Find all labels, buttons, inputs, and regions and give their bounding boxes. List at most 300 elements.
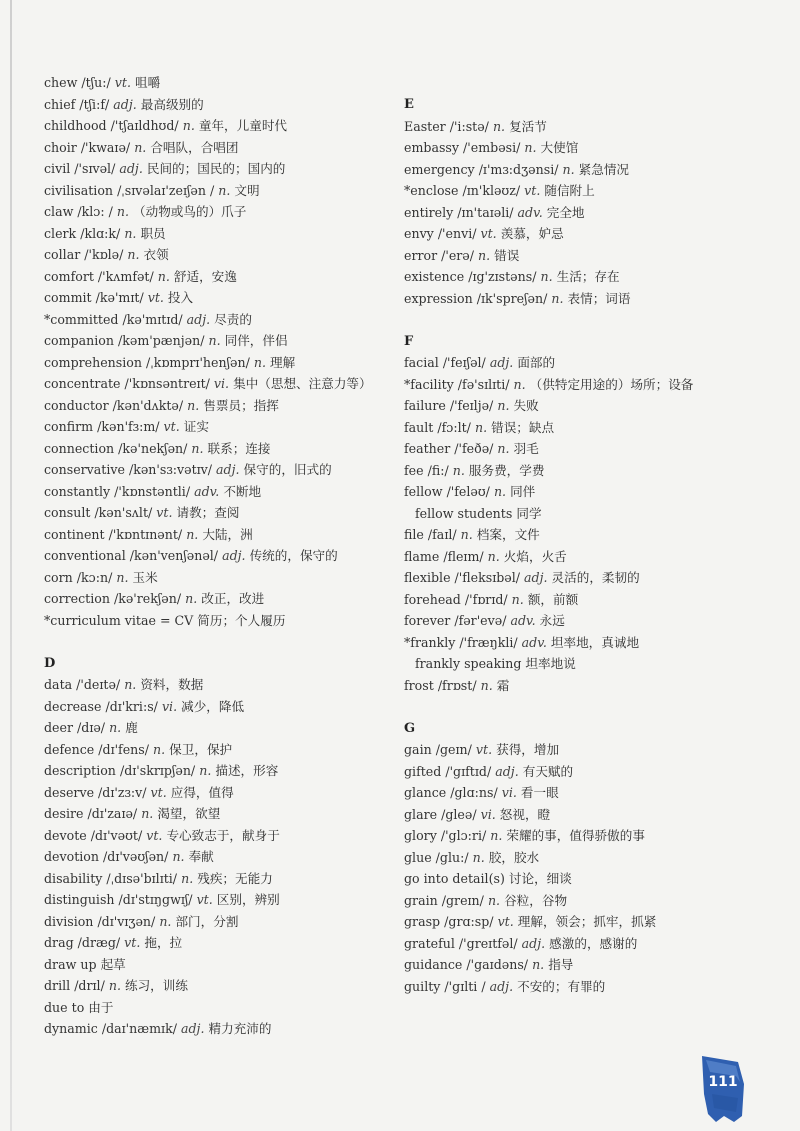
phonetic: /'feləʊ/	[446, 484, 490, 499]
phonetic: /ɪn'taɪəli/	[457, 204, 514, 220]
definition: 咀嚼	[134, 75, 161, 90]
part-of-speech: adj.	[119, 161, 143, 176]
definition: 集中（思想、注意力等）	[233, 376, 372, 391]
definition: 售票员；指挥	[203, 397, 279, 413]
phonetic: /dɪ'vɪʒən/	[97, 913, 156, 929]
section-gap	[404, 696, 754, 718]
phonetic: /fɔ:lt/	[437, 419, 471, 435]
headword: go into detail(s)	[404, 871, 505, 886]
dictionary-entry	[44, 545, 389, 567]
definition: 简历；个人履历	[197, 612, 286, 628]
definition: 大使馆	[540, 140, 579, 155]
part-of-speech: vt.	[124, 935, 141, 950]
dictionary-entry	[44, 201, 389, 223]
headword: glory	[404, 828, 437, 843]
headword: chew	[44, 75, 78, 90]
dictionary-entry	[404, 675, 754, 697]
phonetic: /'feðə/	[454, 441, 494, 456]
c-entry-list	[44, 72, 389, 631]
part-of-speech: n.	[480, 677, 493, 693]
dictionary-entry	[44, 911, 389, 933]
phonetic: /geɪn/	[435, 742, 472, 757]
part-of-speech: n.	[472, 849, 485, 865]
dictionary-entry	[404, 567, 754, 589]
headword: failure	[404, 398, 446, 413]
phonetic: /'kɒlə/	[84, 247, 124, 262]
definition: 随信附上	[544, 183, 595, 198]
dictionary-entry	[404, 933, 754, 955]
dictionary-entry	[404, 847, 754, 869]
dictionary-entry	[404, 481, 754, 503]
dictionary-entry	[404, 589, 754, 611]
headword: drill	[44, 978, 71, 993]
part-of-speech: vt.	[497, 914, 514, 929]
headword: choir	[44, 139, 77, 155]
phonetic: /'erə/	[441, 247, 474, 263]
dictionary-entry	[44, 94, 389, 116]
headword: deer	[44, 720, 73, 735]
definition: 不安的；有罪的	[517, 978, 606, 994]
dictionary-entry	[404, 739, 754, 761]
part-of-speech: adv.	[521, 634, 547, 650]
right-column	[404, 94, 754, 997]
headword: *curriculum vitae = CV	[44, 612, 194, 628]
headword: data	[44, 677, 73, 692]
phonetic: /kə'mɪtɪd/	[122, 311, 183, 327]
definition: 保守的，旧式的	[243, 462, 332, 477]
definition: 坦率地说	[525, 656, 576, 671]
part-of-speech: adv.	[194, 483, 220, 499]
headword: existence	[404, 269, 465, 284]
phonetic: /kən'venʃənəl/	[129, 548, 219, 563]
phonetic: /'greɪtfəl/	[458, 935, 518, 951]
definition: 最高级别的	[140, 96, 204, 112]
dictionary-entry	[44, 717, 389, 739]
part-of-speech: n.	[540, 269, 553, 284]
phonetic: /ɪk'spreʃən/	[476, 290, 548, 306]
definition: 荣耀的事，值得骄傲的事	[506, 828, 645, 843]
dictionary-entry	[404, 503, 754, 525]
dictionary-entry	[404, 223, 754, 245]
headword: error	[404, 247, 438, 263]
part-of-speech: adj.	[489, 978, 514, 994]
definition: 理解	[269, 354, 296, 370]
phonetic: /'fɒrɪd/	[464, 591, 508, 607]
part-of-speech: adj.	[180, 1021, 205, 1036]
dictionary-entry	[44, 137, 389, 159]
dictionary-entry	[404, 911, 754, 933]
headword: gain	[404, 742, 432, 757]
definition: 灵活的，柔韧的	[551, 570, 640, 585]
dictionary-entry	[404, 374, 754, 396]
phonetic: /ˌkɒmprɪ'henʃən/	[146, 354, 250, 370]
part-of-speech: adj.	[495, 763, 519, 779]
definition: 表情；词语	[567, 290, 631, 306]
phonetic: /'fræŋkli/	[459, 634, 518, 650]
phonetic: /ˌdɪsə'bɪlɪti/	[106, 870, 178, 886]
definition: 同伴	[510, 484, 536, 499]
dictionary-entry	[44, 567, 389, 589]
definition: 区别，辨别	[216, 892, 280, 907]
headword: fee	[404, 462, 424, 478]
part-of-speech: n.	[497, 398, 510, 413]
part-of-speech: vi.	[501, 785, 517, 800]
part-of-speech: adj.	[113, 96, 137, 112]
dictionary-entry	[404, 632, 754, 654]
phonetic: /ˌsɪvəlaɪ'zeɪʃən /	[117, 182, 215, 198]
definition: 复活节	[509, 118, 547, 134]
headword: conservative	[44, 462, 125, 477]
dictionary-entry	[404, 352, 754, 374]
phonetic: /'kɒntɪnənt/	[108, 526, 183, 542]
dictionary-entry	[44, 803, 389, 825]
dictionary-entry	[44, 696, 389, 718]
dictionary-entry	[404, 417, 754, 439]
headword: correction	[44, 591, 110, 606]
definition: 服务费，学费	[468, 462, 545, 478]
section-heading-e: E	[404, 97, 414, 112]
definition: 衣领	[143, 247, 169, 262]
part-of-speech: vt.	[114, 75, 131, 90]
headword: consult	[44, 505, 91, 520]
headword: flexible	[404, 570, 451, 585]
definition: 残疾；无能力	[197, 870, 273, 886]
dictionary-entry	[44, 223, 389, 245]
dictionary-entry	[44, 975, 389, 997]
section-gap	[44, 631, 389, 653]
definition: 资料，数据	[140, 677, 204, 692]
dictionary-entry	[44, 868, 389, 890]
definition: 大陆，洲	[202, 526, 253, 542]
headword: due to	[44, 999, 85, 1015]
part-of-speech: adj.	[186, 311, 211, 327]
definition: 拖，拉	[144, 935, 183, 950]
dictionary-entry	[44, 889, 389, 911]
headword: dynamic	[44, 1021, 98, 1036]
headword: *committed	[44, 311, 119, 327]
definition: 同伴，伴侣	[224, 333, 288, 348]
dictionary-entry	[404, 976, 754, 998]
dictionary-entry	[404, 868, 754, 890]
part-of-speech: n.	[493, 484, 507, 499]
definition: 练习，训练	[124, 978, 188, 993]
dictionary-entry	[44, 524, 389, 546]
part-of-speech: n.	[159, 913, 172, 929]
definition: 部门，分割	[175, 913, 239, 929]
headword: conventional	[44, 548, 126, 563]
phonetic: /frɒst/	[437, 677, 477, 693]
phonetic: /klɑ:k/	[80, 225, 121, 241]
phonetic: /faɪl/	[427, 527, 457, 542]
headword: Easter	[404, 118, 446, 134]
dictionary-entry	[44, 932, 389, 954]
definition: 坦率地，真诚地	[550, 634, 640, 650]
phonetic: /'fleksɪbəl/	[454, 570, 521, 585]
definition: 应得，值得	[170, 784, 234, 800]
headword: confirm	[44, 419, 94, 434]
headword: feather	[404, 441, 451, 456]
dictionary-entry	[404, 245, 754, 267]
dictionary-entry	[404, 524, 754, 546]
phonetic: /dɪ'zɜ:v/	[98, 784, 147, 800]
headword: drag	[44, 935, 74, 950]
definition: 民间的；国民的；国内的	[146, 161, 286, 176]
headword: connection	[44, 440, 115, 456]
f-entry-list	[404, 352, 754, 696]
headword: guilty	[404, 978, 441, 994]
part-of-speech: n.	[134, 139, 147, 155]
dictionary-entry	[44, 352, 389, 374]
headword: concentrate	[44, 376, 121, 391]
definition: 紧急情况	[578, 161, 630, 177]
phonetic: /klɔ: /	[77, 204, 113, 219]
part-of-speech: n.	[497, 441, 510, 456]
headword: collar	[44, 247, 81, 262]
phonetic: /'feɪʃəl/	[442, 355, 486, 370]
phonetic: /ɪn'kləʊz/	[462, 183, 521, 198]
section-heading-g: G	[404, 720, 416, 736]
dictionary-entry	[404, 202, 754, 224]
definition: 完全地	[546, 204, 585, 220]
part-of-speech: vt.	[480, 226, 497, 241]
phonetic: /dræg/	[77, 935, 121, 950]
part-of-speech: n.	[199, 763, 212, 778]
dictionary-entry	[44, 825, 389, 847]
definition: 文明	[234, 182, 260, 198]
dictionary-entry	[44, 287, 389, 309]
dictionary-entry	[404, 890, 754, 912]
dictionary-entry	[44, 158, 389, 180]
part-of-speech: vt.	[475, 742, 493, 757]
definition: 怒视，瞪	[499, 806, 551, 822]
page-number: 111	[708, 1074, 738, 1090]
part-of-speech: n.	[109, 720, 122, 735]
part-of-speech: n.	[182, 118, 195, 133]
definition: 火焰，火舌	[503, 548, 567, 564]
part-of-speech: adj.	[222, 548, 246, 563]
part-of-speech: n.	[551, 290, 564, 306]
phonetic: /fleɪm/	[443, 548, 484, 564]
definition: 减少，降低	[181, 698, 245, 714]
part-of-speech: n.	[157, 268, 170, 284]
headword: civil	[44, 161, 71, 176]
definition: 档案，文件	[476, 527, 540, 542]
part-of-speech: n.	[487, 892, 501, 908]
part-of-speech: adj.	[489, 355, 514, 370]
dictionary-entry	[44, 180, 389, 202]
dictionary-entry	[404, 761, 754, 783]
phonetic: /drɪl/	[74, 978, 105, 993]
headword: *facility	[404, 376, 454, 392]
phonetic: /'i:stə/	[449, 118, 489, 134]
definition: （动物或鸟的）爪子	[133, 204, 247, 219]
definition: （供特定用途的）场所；设备	[529, 376, 694, 392]
phonetic: /dɪ'skrɪpʃən/	[119, 763, 196, 778]
definition: 舒适，安逸	[173, 268, 237, 284]
part-of-speech: n.	[108, 978, 121, 993]
phonetic: /glɑ:ns/	[450, 785, 498, 800]
phonetic: /dɪ'stɪŋgwɪʃ/	[118, 892, 193, 907]
phonetic: /fə'sɪlɪti/	[457, 376, 510, 392]
definition: 请教；查阅	[176, 505, 240, 520]
definition: 不断地	[223, 483, 262, 499]
headword: continent	[44, 526, 105, 542]
headword: disability	[44, 870, 103, 886]
definition: 错误；缺点	[491, 419, 555, 435]
dictionary-entry	[44, 1018, 389, 1040]
phonetic: /'gɪlti /	[444, 978, 486, 994]
page-binding-edge	[10, 0, 12, 1131]
dictionary-entry	[44, 588, 389, 610]
dictionary-entry	[404, 546, 754, 568]
phonetic: /'tʃaɪldhʊd/	[110, 118, 179, 133]
headword: embassy	[404, 140, 460, 155]
definition: 同学	[516, 505, 542, 521]
headword: decrease	[44, 698, 102, 714]
headword: devote	[44, 827, 87, 843]
part-of-speech: n.	[172, 849, 185, 864]
headword: glue	[404, 849, 432, 865]
definition: 鹿	[125, 720, 138, 735]
part-of-speech: adj.	[521, 935, 546, 951]
headword: file	[404, 527, 424, 542]
part-of-speech: vt.	[156, 505, 173, 520]
definition: 起草	[100, 956, 126, 972]
dictionary-entry	[404, 954, 754, 976]
dictionary-entry	[44, 997, 389, 1019]
part-of-speech: n.	[127, 247, 140, 262]
definition: 获得，增加	[496, 742, 560, 757]
headword: devotion	[44, 849, 99, 864]
phonetic: /'sɪvəl/	[74, 161, 116, 176]
phonetic: /kən'fɜ:m/	[97, 419, 160, 434]
phonetic: /'deɪtə/	[76, 677, 121, 692]
phonetic: /kən'dʌktə/	[112, 397, 184, 413]
part-of-speech: n.	[116, 569, 129, 585]
definition: 联系；连接	[207, 440, 271, 456]
phonetic: /ɪ'mɜ:dʒənsi/	[478, 161, 559, 177]
headword: envy	[404, 226, 434, 241]
headword: desire	[44, 806, 84, 821]
headword: distinguish	[44, 892, 115, 907]
part-of-speech: n.	[185, 591, 198, 606]
definition: 面部的	[517, 355, 556, 370]
headword: claw	[44, 204, 74, 219]
dictionary-entry	[44, 438, 389, 460]
definition: 看一眼	[520, 785, 559, 800]
headword: comprehension	[44, 354, 142, 370]
headword: fellow students	[415, 505, 513, 521]
dictionary-entry	[44, 782, 389, 804]
definition: 羽毛	[513, 441, 539, 456]
phonetic: /kən'sɜ:vətɪv/	[128, 462, 213, 477]
phonetic: /fər'evə/	[454, 613, 507, 628]
headword: draw up	[44, 956, 97, 972]
part-of-speech: adj.	[524, 570, 548, 585]
dictionary-entry	[404, 137, 754, 159]
headword: frankly speaking	[415, 656, 522, 671]
phonetic: /kə'mɪt/	[95, 290, 144, 305]
definition: 错误	[494, 247, 520, 263]
dictionary-entry	[404, 116, 754, 138]
dictionary-entry	[404, 460, 754, 482]
part-of-speech: vi.	[480, 806, 496, 822]
dictionary-entry	[44, 760, 389, 782]
headword: facial	[404, 355, 439, 370]
phonetic: /dɪ'fens/	[98, 741, 149, 757]
headword: expression	[404, 290, 473, 306]
phonetic: /dɪ'vəʊt/	[90, 827, 143, 843]
part-of-speech: vi.	[213, 376, 230, 391]
headword: deserve	[44, 784, 95, 800]
definition: 职员	[140, 225, 166, 241]
phonetic: /'feɪljə/	[449, 398, 494, 413]
phonetic: /tʃu:/	[81, 75, 111, 90]
dictionary-entry	[404, 266, 754, 288]
phonetic: /'envi/	[437, 226, 477, 241]
part-of-speech: n.	[253, 354, 266, 370]
phonetic: /'kʌmfət/	[97, 268, 154, 284]
headword: comfort	[44, 268, 94, 284]
dictionary-entry	[404, 395, 754, 417]
part-of-speech: n.	[532, 957, 545, 972]
headword: *frankly	[404, 634, 456, 650]
phonetic: /ɪg'zɪstəns/	[468, 269, 537, 284]
headword: conductor	[44, 397, 109, 413]
dictionary-entry	[404, 825, 754, 847]
headword: defence	[44, 741, 95, 757]
headword: fault	[404, 419, 434, 435]
part-of-speech: n.	[186, 526, 199, 542]
phonetic: /tʃi:f/	[79, 96, 110, 112]
definition: 生活；存在	[556, 269, 620, 284]
dictionary-entry	[44, 266, 389, 288]
definition: 奉献	[188, 849, 214, 864]
dictionary-entry	[44, 674, 389, 696]
phonetic: /daɪ'næmɪk/	[101, 1021, 177, 1036]
phonetic: /greɪn/	[441, 892, 484, 908]
headword: fellow	[404, 484, 443, 499]
part-of-speech: n.	[218, 182, 231, 198]
part-of-speech: n.	[116, 204, 129, 219]
headword: emergency	[404, 161, 475, 177]
definition: 讨论，细谈	[508, 871, 572, 886]
dictionary-entry	[404, 653, 754, 675]
dictionary-entry	[44, 373, 389, 395]
part-of-speech: vt.	[147, 290, 164, 305]
headword: guidance	[404, 957, 463, 972]
definition: 童年，儿童时代	[198, 118, 287, 133]
definition: 证实	[183, 419, 209, 434]
dictionary-entry	[44, 395, 389, 417]
part-of-speech: n.	[181, 870, 194, 886]
phonetic: /'kɒnstəntli/	[114, 483, 191, 499]
part-of-speech: vt.	[524, 183, 541, 198]
headword: glance	[404, 785, 447, 800]
headword: grain	[404, 892, 438, 908]
headword: *enclose	[404, 183, 459, 198]
definition: 合唱队，合唱团	[150, 139, 239, 155]
phonetic: /'gɪftɪd/	[445, 763, 492, 779]
definition: 胶，胶水	[488, 849, 540, 865]
phonetic: /kən'sʌlt/	[94, 505, 153, 520]
part-of-speech: n.	[478, 247, 491, 263]
dictionary-entry	[404, 438, 754, 460]
dictionary-entry	[44, 846, 389, 868]
phonetic: /'kɒnsəntreɪt/	[124, 376, 210, 391]
definition: 指导	[548, 957, 574, 972]
headword: chief	[44, 96, 76, 112]
